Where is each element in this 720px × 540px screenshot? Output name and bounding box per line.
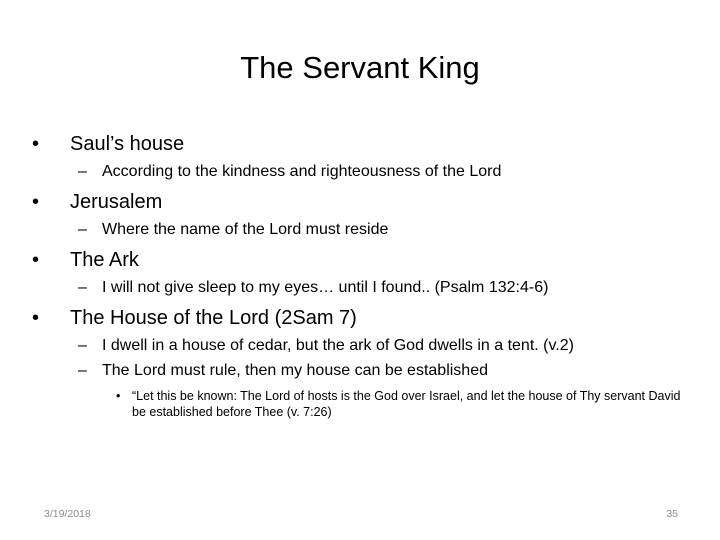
- sub-bullet-text: According to the kindness and righteousness of the Lord: [102, 163, 502, 180]
- bullet-text: The House of the Lord (2Sam 7): [70, 307, 357, 329]
- sub-bullet-item: [78, 220, 388, 240]
- sub-bullet-item: [78, 361, 488, 381]
- bullet-item: [32, 132, 184, 156]
- quote-text: “Let this be known: The Lord of hosts is the God over Israel, and let the house of Thy servant David be established before Thee (v. 7:26): [132, 389, 681, 419]
- bullet-item: [32, 248, 139, 272]
- sub-bullet-text: Where the name of the Lord must reside: [102, 221, 389, 238]
- slide-title: The Servant King: [240, 50, 480, 85]
- slide-number: 35: [666, 508, 678, 520]
- bullet-icon: •: [116, 389, 121, 403]
- sub-bullet-item: [78, 162, 501, 182]
- sub-sub-bullet-item: [116, 388, 696, 420]
- sub-bullet-text: I dwell in a house of cedar, but the ark of God dwells in a tent. (v.2): [102, 337, 574, 354]
- dash-icon: –: [78, 221, 87, 238]
- bullet-icon: •: [32, 307, 40, 329]
- bullet-text: The Ark: [70, 249, 139, 271]
- bullet-icon: •: [32, 191, 40, 213]
- dash-icon: –: [78, 163, 87, 180]
- bullet-icon: •: [32, 133, 40, 155]
- dash-icon: –: [78, 362, 87, 379]
- dash-icon: –: [78, 337, 87, 354]
- sub-bullet-item: [78, 336, 574, 356]
- footer-date: 3/19/2018: [44, 508, 91, 520]
- bullet-text: Jerusalem: [70, 191, 163, 213]
- bullet-icon: •: [32, 249, 40, 271]
- bullet-item: [32, 306, 357, 330]
- sub-bullet-item: [78, 278, 548, 298]
- sub-bullet-text: I will not give sleep to my eyes… until I found.. (Psalm 132:4-6): [102, 279, 549, 296]
- dash-icon: –: [78, 279, 87, 296]
- bullet-text: Saul’s house: [70, 133, 185, 155]
- sub-bullet-text: The Lord must rule, then my house can be established: [102, 362, 488, 379]
- bullet-item: [32, 190, 162, 214]
